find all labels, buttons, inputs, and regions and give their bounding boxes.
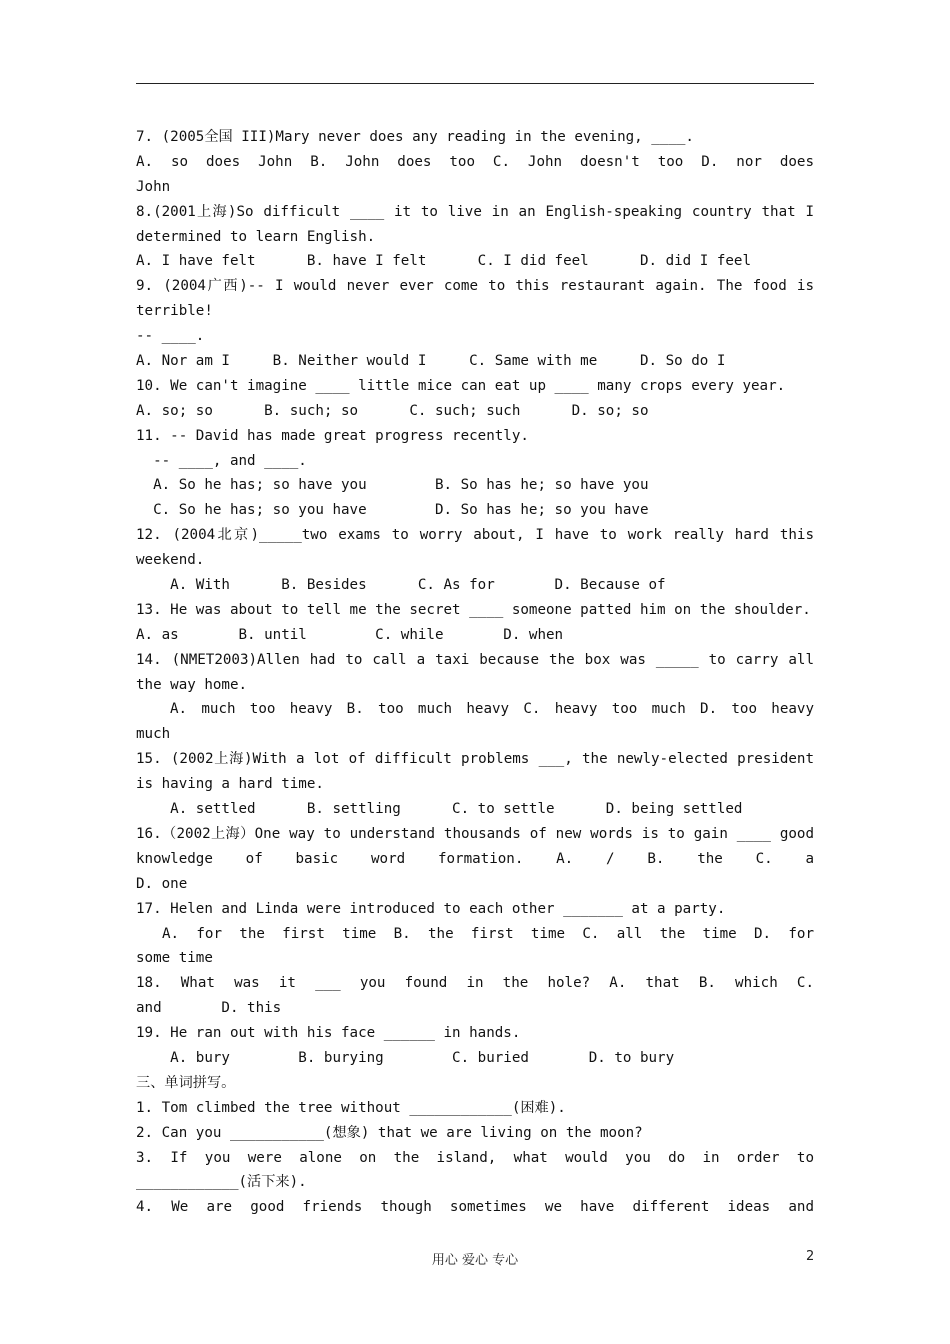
text-line: A. Nor am I B. Neither would I C. Same with me D. So do I [136, 353, 726, 370]
text-line: 11. -- David has made great progress recently. [136, 427, 529, 444]
text-line: ____________(活下来). [136, 1174, 307, 1191]
text-line: D. one [136, 875, 188, 892]
text-line: -- ____. [136, 328, 205, 345]
text-line: 15. (2002上海)With a lot of difficult problems ___, the newly-elected president [136, 751, 814, 768]
text-line: 2. Can you ___________(想象) that we are living on the moon? [136, 1124, 643, 1141]
text-line: 9. (2004广西)-- I would never ever come to this restaurant again. The food is [136, 278, 814, 295]
text-line: John [136, 178, 171, 195]
text-line: knowledge of basic word formation. A. / B. the C. a [136, 850, 814, 867]
text-line: A. bury B. burying C. buried D. to bury [136, 1049, 675, 1066]
text-line: 13. He was about to tell me the secret ____ someone patted him on the shoulder. [136, 601, 811, 618]
text-line: determined to learn English. [136, 228, 376, 245]
text-line: -- ____, and ____. [136, 452, 307, 469]
text-line: 17. Helen and Linda were introduced to each other _______ at a party. [136, 900, 726, 917]
text-line: 14. (NMET2003)Allen had to call a taxi because the box was _____ to carry all [136, 651, 814, 668]
text-line: is having a hard time. [136, 776, 324, 793]
text-line: 19. He ran out with his face ______ in hands. [136, 1025, 521, 1042]
text-line: 3. If you were alone on the island, what would you do in order to [136, 1149, 814, 1166]
text-line: some time [136, 950, 213, 967]
text-line: A. settled B. settling C. to settle D. being settled [136, 801, 743, 818]
text-line: 12. (2004北京)_____two exams to worry about, I have to work really hard this [136, 527, 814, 544]
text-line: terrible! [136, 303, 213, 320]
text-line: A. I have felt B. have I felt C. I did feel D. did I feel [136, 253, 751, 270]
text-line: 8.(2001上海)So difficult ____ it to live in an English-speaking country that I [136, 203, 814, 220]
text-line: A. so; so B. such; so C. such; such D. so; so [136, 402, 649, 419]
text-line: A. for the first time B. the first time C. all the time D. for [162, 925, 814, 942]
page-number: 2 [806, 1249, 815, 1264]
text-line: A. So he has; so have you B. So has he; so have you [136, 477, 649, 494]
text-line: A. so does John B. John does too C. John doesn't too D. nor does [136, 153, 814, 170]
header-rule [136, 83, 814, 84]
text-line: A. With B. Besides C. As for D. Because of [136, 577, 666, 594]
footer-motto: 用心 爱心 专心 [431, 1253, 519, 1268]
text-line: weekend. [136, 552, 205, 569]
document-body [136, 125, 814, 1220]
text-line: and D. this [136, 1000, 282, 1017]
text-line: A. as B. until C. while D. when [136, 626, 564, 643]
text-line: 10. We can't imagine ____ little mice can eat up ____ many crops every year. [136, 377, 786, 394]
text-line: C. So he has; so you have D. So has he; so you have [136, 502, 649, 519]
text-line: the way home. [136, 676, 248, 693]
text-line: A. much too heavy B. too much heavy C. heavy too much D. too heavy [170, 701, 814, 718]
text-line: 三、单词拼写。 [136, 1074, 236, 1091]
text-line: much [136, 726, 171, 743]
text-line: 4. We are good friends though sometimes we have different ideas and [136, 1199, 814, 1216]
text-line: 7. (2005全国 III)Mary never does any reading in the evening, ____. [136, 129, 694, 145]
text-line: 1. Tom climbed the tree without ____________(困难). [136, 1099, 566, 1116]
text-line: 18. What was it ___ you found in the hole? A. that B. which C. [136, 975, 814, 992]
text-line: 16.（2002上海）One way to understand thousands of new words is to gain ____ good [136, 825, 814, 842]
